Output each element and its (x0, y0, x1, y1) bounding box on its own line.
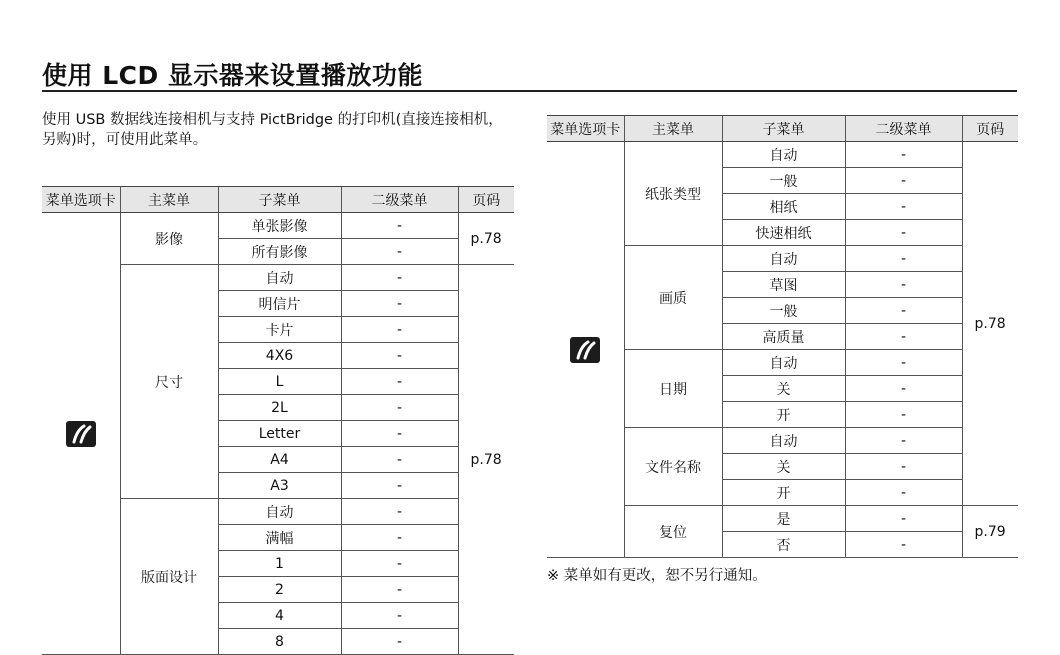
sub-menu-cell: 一般 (722, 298, 845, 324)
sub-menu-cell: 满幅 (218, 525, 341, 551)
second-menu-cell: - (341, 265, 458, 291)
sub-menu-cell: 单张影像 (218, 213, 341, 239)
second-menu-cell: - (845, 506, 962, 532)
sub-menu-cell: A4 (218, 447, 341, 473)
second-menu-cell: - (341, 629, 458, 655)
second-menu-cell: - (341, 239, 458, 265)
sub-menu-cell: 8 (218, 629, 341, 655)
page-cell: p.79 (962, 506, 1018, 558)
sub-menu-cell: 高质量 (722, 324, 845, 350)
second-menu-cell: - (845, 324, 962, 350)
page-cell: p.78 (962, 142, 1018, 506)
second-menu-cell: - (845, 428, 962, 454)
table-row (42, 213, 514, 239)
change-notice: ※ 菜单如有更改，恕不另行通知。 (547, 568, 767, 584)
intro-text: 使用 USB 数据线连接相机与支持 PictBridge 的打印机(直接连接相机，另购)时，可使用此菜单。 (42, 112, 503, 148)
second-menu-cell: - (845, 376, 962, 402)
header-sub-menu: 子菜单 (722, 116, 845, 142)
second-menu-cell: - (341, 421, 458, 447)
sub-menu-cell: 2 (218, 577, 341, 603)
second-menu-cell: - (845, 272, 962, 298)
sub-menu-cell: 4 (218, 603, 341, 629)
main-menu-cell: 复位 (624, 506, 722, 558)
sub-menu-cell: 2L (218, 395, 341, 421)
main-menu-cell: 尺寸 (120, 265, 218, 499)
second-menu-cell: - (845, 194, 962, 220)
second-menu-cell: - (341, 317, 458, 343)
sub-menu-cell: Letter (218, 421, 341, 447)
second-menu-cell: - (845, 454, 962, 480)
sub-menu-cell: 明信片 (218, 291, 341, 317)
menu-tab-cell (547, 142, 624, 558)
sub-menu-cell: 开 (722, 402, 845, 428)
sub-menu-cell: 一般 (722, 168, 845, 194)
title-divider (42, 90, 1017, 92)
main-menu-cell: 纸张类型 (624, 142, 722, 246)
sub-menu-cell: 关 (722, 376, 845, 402)
second-menu-cell: - (845, 402, 962, 428)
second-menu-cell: - (341, 603, 458, 629)
sub-menu-cell: 草图 (722, 272, 845, 298)
sub-menu-cell: 关 (722, 454, 845, 480)
second-menu-cell: - (845, 168, 962, 194)
second-menu-cell: - (845, 142, 962, 168)
main-menu-cell: 版面设计 (120, 499, 218, 655)
header-second-menu: 二级菜单 (845, 116, 962, 142)
second-menu-cell: - (341, 525, 458, 551)
header-page: 页码 (458, 187, 514, 213)
second-menu-cell: - (845, 532, 962, 558)
second-menu-cell: - (341, 473, 458, 499)
second-menu-cell: - (845, 246, 962, 272)
sub-menu-cell: 开 (722, 480, 845, 506)
header-menu-tab: 菜单选项卡 (42, 187, 120, 213)
sub-menu-cell: 快速相纸 (722, 220, 845, 246)
sub-menu-cell: L (218, 369, 341, 395)
sub-menu-cell: 自动 (722, 142, 845, 168)
second-menu-cell: - (341, 447, 458, 473)
second-menu-cell: - (845, 350, 962, 376)
second-menu-cell: - (341, 291, 458, 317)
sub-menu-cell: 自动 (722, 246, 845, 272)
second-menu-cell: - (341, 551, 458, 577)
sub-menu-cell: 4X6 (218, 343, 341, 369)
second-menu-cell: - (341, 395, 458, 421)
main-menu-cell: 日期 (624, 350, 722, 428)
sub-menu-cell: 否 (722, 532, 845, 558)
sub-menu-cell: 自动 (722, 350, 845, 376)
main-menu-cell: 文件名称 (624, 428, 722, 506)
second-menu-cell: - (341, 213, 458, 239)
table-row (547, 142, 1018, 168)
header-main-menu: 主菜单 (624, 116, 722, 142)
sub-menu-cell: 自动 (722, 428, 845, 454)
sub-menu-cell: 是 (722, 506, 845, 532)
second-menu-cell: - (341, 343, 458, 369)
second-menu-cell: - (845, 220, 962, 246)
sub-menu-cell: 所有影像 (218, 239, 341, 265)
page-cell: p.78 (458, 265, 514, 655)
menu-tab-cell (42, 213, 120, 655)
sub-menu-cell: 1 (218, 551, 341, 577)
page-title: 使用 LCD 显示器来设置播放功能 (42, 61, 423, 90)
sub-menu-cell: A3 (218, 473, 341, 499)
header-second-menu: 二级菜单 (341, 187, 458, 213)
sub-menu-cell: 卡片 (218, 317, 341, 343)
sub-menu-cell: 自动 (218, 265, 341, 291)
pictbridge-icon (66, 421, 96, 447)
second-menu-cell: - (341, 577, 458, 603)
second-menu-cell: - (341, 499, 458, 525)
header-main-menu: 主菜单 (120, 187, 218, 213)
header-menu-tab: 菜单选项卡 (547, 116, 624, 142)
pictbridge-icon (570, 337, 600, 363)
second-menu-cell: - (341, 369, 458, 395)
header-sub-menu: 子菜单 (218, 187, 341, 213)
second-menu-cell: - (845, 480, 962, 506)
second-menu-cell: - (845, 298, 962, 324)
header-page: 页码 (962, 116, 1018, 142)
page-cell: p.78 (458, 213, 514, 265)
main-menu-cell: 画质 (624, 246, 722, 350)
menu-table-left (42, 186, 514, 655)
menu-table-right (547, 115, 1018, 558)
sub-menu-cell: 相纸 (722, 194, 845, 220)
sub-menu-cell: 自动 (218, 499, 341, 525)
main-menu-cell: 影像 (120, 213, 218, 265)
